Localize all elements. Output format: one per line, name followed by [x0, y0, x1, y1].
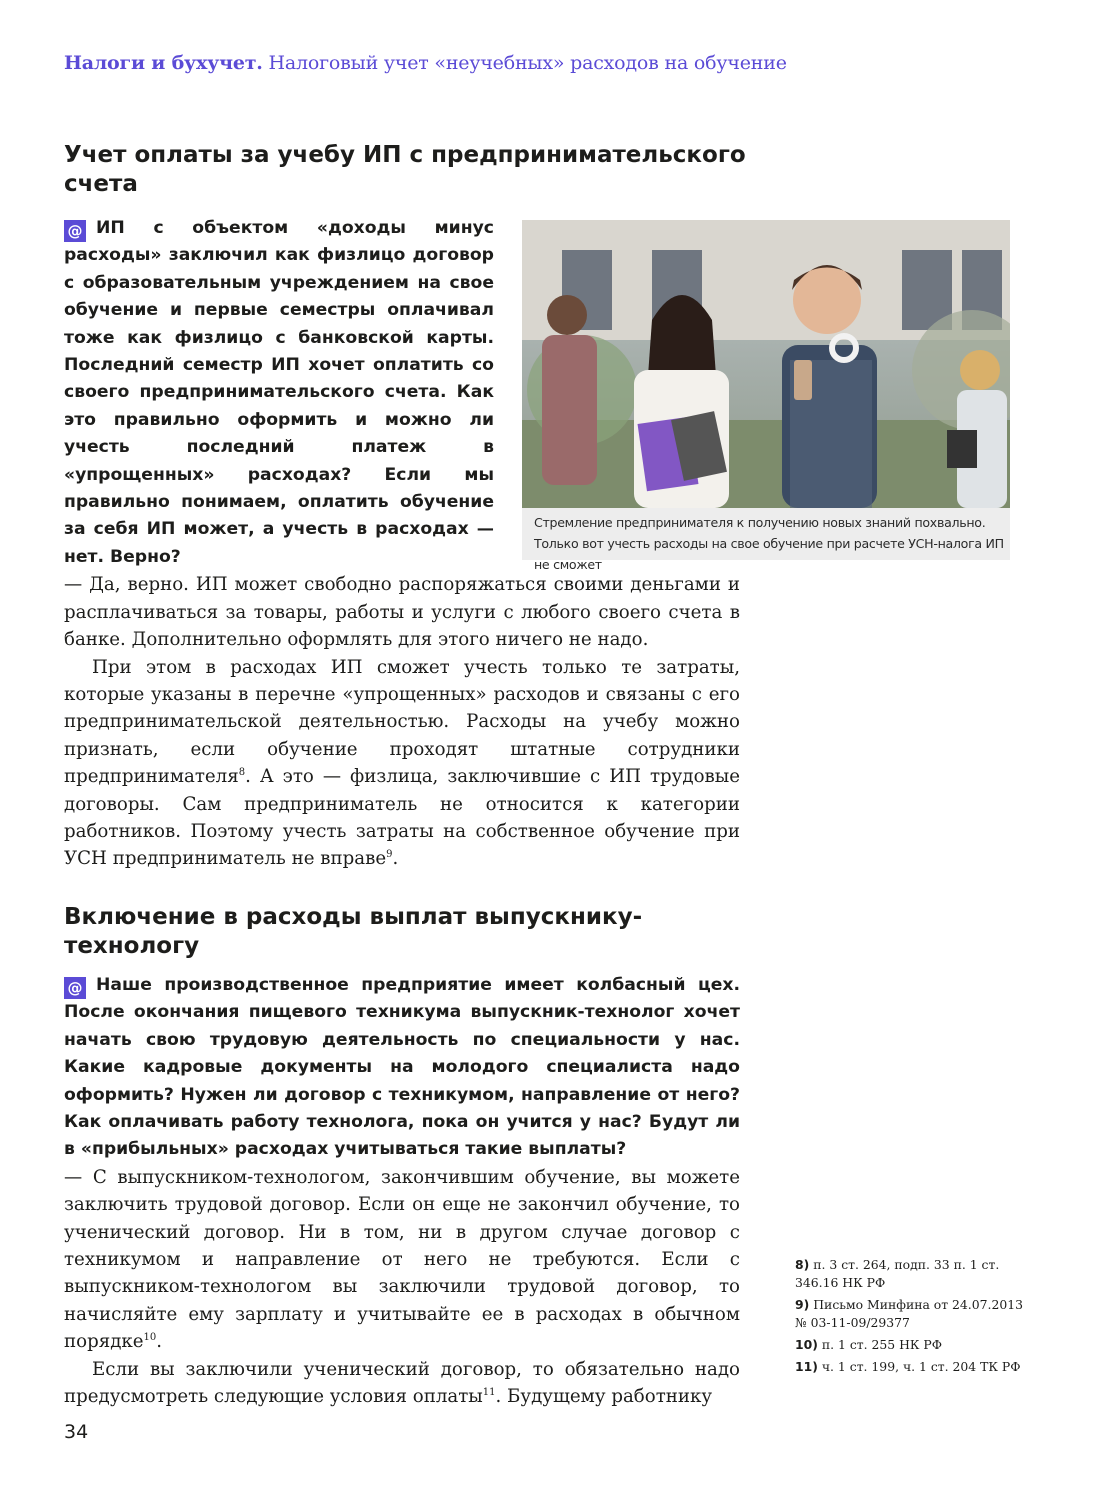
footnote: 10) п. 1 ст. 255 НК РФ — [795, 1337, 943, 1352]
footnote: 8) п. 3 ст. 264, подп. 33 п. 1 ст. 346.16 НК РФ — [795, 1257, 1000, 1290]
at-icon: @ — [64, 977, 86, 999]
footnote: 9) Письмо Минфина от 24.07.2013 № 03-11-09/29377 — [795, 1297, 1023, 1330]
page-number: 34 — [64, 1421, 89, 1443]
footnotes — [795, 1256, 1035, 1380]
topic-label: Налоговый учет «неучебных» расходов на обучение — [268, 52, 787, 74]
footnote-ref: 9 — [386, 849, 393, 861]
article1-body — [64, 215, 740, 873]
footnote-ref: 10 — [143, 1332, 157, 1344]
article1-question: @ ИП с объектом «доходы минус расходы» заключил как физлицо договор с образовательным учреждением на свое обучение и первые семестры оплачивал тоже как физлицо с банковской карты. Последний семестр ИП хочет оплатить со своего предпринимательского счета. Как это правильно оформить и можно ли учесть последний платеж в «упрощенных» расходах? Если мы правильно понимаем, оплатить обучение за себя ИП может, а учесть в расходах — нет. Верно? — [64, 218, 494, 567]
article1-answer: — Да, верно. ИП может свободно распоряжаться своими деньгами и расплачиваться за товары, работы и услуги с любого своего счета в банке. Дополнительно оформлять для этого ничего не надо. — [64, 574, 740, 651]
footnote: 11) ч. 1 ст. 199, ч. 1 ст. 204 ТК РФ — [795, 1359, 1021, 1374]
footnote-ref: 8 — [238, 767, 246, 779]
running-head — [64, 52, 787, 74]
article2-question: @ Наше производственное предприятие имеет колбасный цех. После окончания пищевого техникума выпускник-технолог хочет начать свою трудовую деятельность по специальности у нас. Какие кадровые документы на молодого специалиста надо оформить? Нужен ли договор с техникумом, направление от него? Как оплачивать работу технолога, пока он учится у нас? Будут ли в «прибыльных» расходах учитываться такие выплаты? — [64, 975, 740, 1160]
article2-answer: — С выпускником-технологом, закончившим обучение, вы можете заключить трудовой договор. Если он еще не закончил обучение, то ученический договор. Ни в том, ни в другом случае договор с техникумом и направление от него не требуются. Если с выпускником-технологом вы заключили трудовой договор, то начисляйте ему зарплату и учитывайте ее в расходах в обычном порядке$^{10}$. — [64, 1166, 740, 1353]
at-icon: @ — [64, 220, 86, 242]
article1-paragraph: При этом в расходах ИП сможет учесть только те затраты, которые указаны в перечне «упрощенных» расходов и связаны с его предпринимательской деятельностью. Расходы на учебу можно признать, если обучение проходят штатные сотрудники предпринимателя$^8$. А это — физлица, заключившие с ИП трудовые договоры. Сам предприниматель не относится к категории работников. Поэтому учесть затраты на собственное обучение при УСН предприниматель не вправе$^9$. — [64, 656, 740, 870]
article2-heading: Включение в расходы выплат выпускнику-технологу — [64, 904, 643, 959]
photo-caption: Стремление предпринимателя к получению новых знаний похвально. Только вот учесть расходы на свое обучение при расчете УСН-налога ИП не сможет — [534, 515, 1004, 572]
article1-heading: Учет оплаты за учебу ИП с предпринимательского счета — [64, 142, 746, 197]
footnote-ref: 11 — [482, 1387, 496, 1399]
article2-body — [64, 972, 740, 1411]
section-label: Налоги и бухучет. — [64, 52, 263, 74]
article2-paragraph: Если вы заключили ученический договор, то обязательно надо предусмотреть следующие условия оплаты$^{11}$. Будущему работнику — [64, 1358, 740, 1408]
